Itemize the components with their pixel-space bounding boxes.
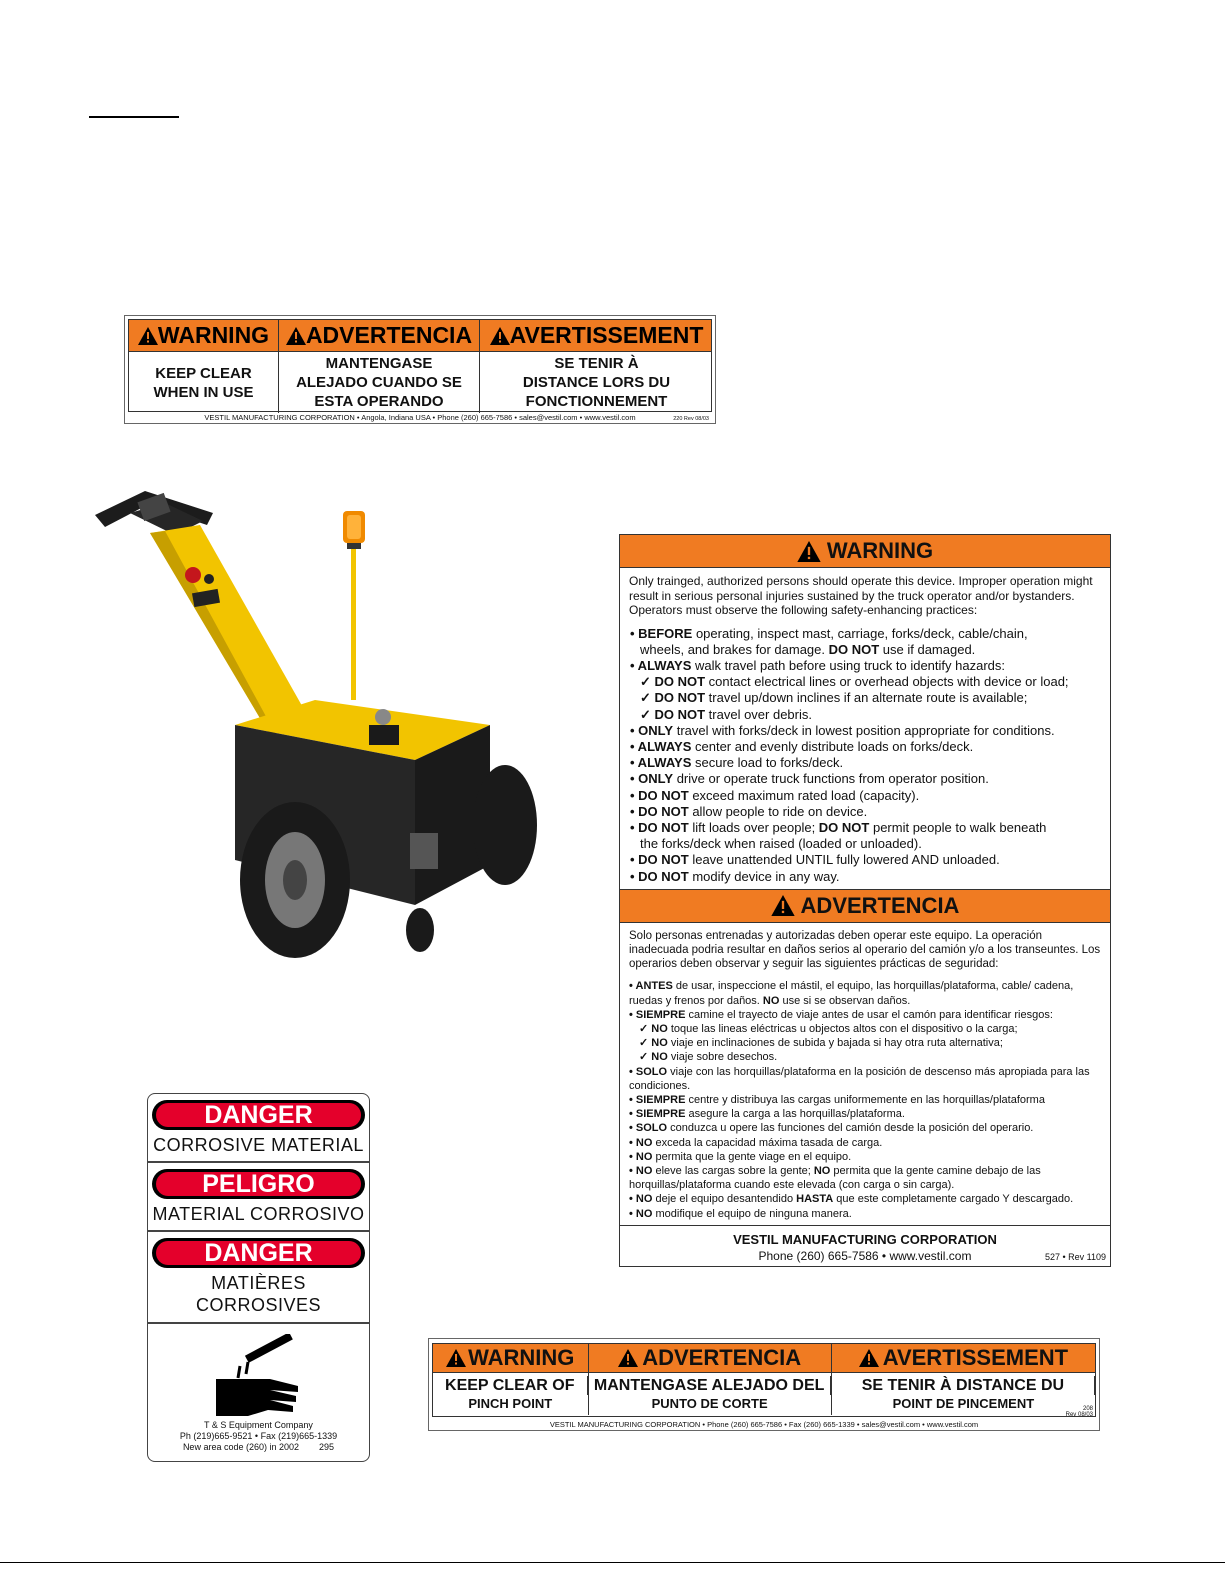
- label-header-avertissement: AVERTISSEMENT: [480, 320, 713, 351]
- list-item: ✓ NO toque las lineas eléctricas u objectos altos con el dispositivo o la carga;: [639, 1022, 1018, 1035]
- advertencia-title-bar: [620, 889, 1110, 923]
- label-header-warning: WARNING: [433, 1344, 589, 1372]
- list-item: • ANTES de usar, inspeccione el mástil, el equipo, las horquillas/plataforma, cable/ cadena, ruedas y frenos por daños. NO use si se observan daños.: [629, 980, 1074, 1007]
- company-name: VESTIL MANUFACTURING CORPORATION: [733, 1232, 997, 1247]
- list-item: • ALWAYS center and evenly distribute loads on forks/deck.: [630, 738, 974, 754]
- warning-triangle-icon: [446, 1349, 466, 1367]
- list-item: • DO NOT lift loads over people; DO NOT permit people to walk beneath: [630, 819, 1047, 835]
- list-item: • SIEMPRE asegure la carga a las horquillas/plataforma.: [629, 1108, 905, 1121]
- list-item: • ALWAYS walk travel path before using truck to identify hazards:: [630, 657, 1005, 673]
- warning-triangle-icon: [859, 1349, 879, 1367]
- list-item: ✓ NO viaje sobre desechos.: [639, 1051, 778, 1064]
- list-item: • BEFORE operating, inspect mast, carriage, forks/deck, cable/chain,: [630, 625, 1028, 641]
- list-item: the forks/deck when raised (loaded or unloaded).: [640, 836, 922, 852]
- peligro-pill: PELIGRO: [152, 1169, 365, 1199]
- list-item: • SIEMPRE centre y distribuya las cargas uniformemente en las horquillas/plataforma: [629, 1093, 1045, 1106]
- advertencia-intro: Solo personas entrenadas y autorizadas deben operar este equipo. La operación inadecuada podria resultar en daños serios al operario del camión y/o a los transeuntes. Los operarios deben observar y seguir las siguientes prácticas de seguridad:: [629, 929, 1101, 971]
- corrosive-danger-label: [147, 1093, 370, 1462]
- list-item: ✓ DO NOT travel up/down inclines if an alternate route is available;: [640, 690, 1028, 706]
- label-header-advertencia: ADVERTENCIA: [589, 1344, 832, 1372]
- danger-label-footer: T & S Equipment Company Ph (219)665-9521 • Fax (219)665-1339 New area code (260) in 2002 295: [179, 1420, 338, 1452]
- list-item: • NO permita que la gente viage en el equipo.: [629, 1150, 852, 1163]
- list-item: • NO eleve las cargas sobre la gente; NO permita que la gente camine debajo de las horquillas/plataforma cuando este elevada (con carga o sin carga).: [629, 1165, 1041, 1192]
- warning-triangle-icon: [286, 327, 306, 345]
- warning-title: WARNING: [826, 538, 934, 563]
- danger-pill-french: DANGER: [152, 1238, 365, 1268]
- warning-title-bar: [620, 535, 1110, 568]
- heading-underline: [89, 116, 179, 118]
- list-item: • ALWAYS secure load to forks/deck.: [630, 755, 844, 771]
- danger-subtitle-french: MATIÈRES CORROSIVES: [148, 1268, 369, 1324]
- electric-tugger-image: [85, 485, 545, 960]
- list-item: • ONLY travel with forks/deck in lowest position appropriate for conditions.: [630, 722, 1055, 738]
- list-item: • DO NOT allow people to ride on device.: [630, 803, 868, 819]
- big-label-footer: [620, 1225, 1110, 1266]
- warning-label-pinch-point: [428, 1338, 1100, 1431]
- list-item: ✓ DO NOT travel over debris.: [640, 706, 812, 722]
- page-bottom-rule: [0, 1562, 1225, 1563]
- label-revision: 220 Rev 08/03: [673, 416, 709, 422]
- list-item: • NO modifique el equipo de ninguna manera.: [629, 1207, 852, 1220]
- warning-triangle-icon: [490, 327, 510, 345]
- list-item: ✓ DO NOT contact electrical lines or overhead objects with device or load;: [640, 674, 1069, 690]
- label-header-warning: WARNING: [129, 320, 279, 351]
- warning-triangle-icon: [618, 1349, 638, 1367]
- label-text-spanish: MANTENGASE ALEJADO DEL PUNTO DE CORTE: [589, 1373, 832, 1415]
- label-text-english: KEEP CLEAR WHEN IN USE: [129, 352, 279, 413]
- label-revision: 208 Rev 08/03: [1065, 1406, 1093, 1418]
- list-item: • NO deje el equipo desantendido HASTA que este completamente cargado Y descargado.: [629, 1193, 1074, 1206]
- advertencia-practices-list: [620, 975, 1110, 1222]
- label-text-french: SE TENIR À DISTANCE DU POINT DE PINCEMENT: [832, 1373, 1095, 1415]
- corrosive-hazard-icon: [208, 1334, 308, 1429]
- list-item: • DO NOT exceed maximum rated load (capacity).: [630, 787, 920, 803]
- list-item: wheels, and brakes for damage. DO NOT use if damaged.: [640, 641, 976, 657]
- list-item: • SIEMPRE camine el trayecto de viaje antes de usar el camón para identificar riesgos:: [629, 1008, 1053, 1021]
- label-text-spanish: MANTENGASE ALEJADO CUANDO SE ESTA OPERANDO: [279, 352, 480, 413]
- warning-triangle-icon: [771, 895, 795, 916]
- label-text-french: SE TENIR À DISTANCE LORS DU FONCTIONNEMENT: [522, 355, 671, 410]
- operator-safety-warning-label: [619, 534, 1111, 1267]
- list-item: • NO exceda la capacidad máxima tasada de carga.: [629, 1136, 883, 1149]
- warning-practices-list: [620, 622, 1110, 889]
- list-item: • SOLO conduzca u opere las funciones del camión desde la posición del operario.: [629, 1122, 1034, 1135]
- warning-triangle-icon: [138, 327, 158, 345]
- label-footer: VESTIL MANUFACTURING CORPORATION • Phone (260) 665-7586 • Fax (260) 665-1339 • sales@vestil.com • www.vestil.com: [549, 1420, 979, 1429]
- list-item: • DO NOT leave unattended UNTIL fully lowered AND unloaded.: [630, 852, 1000, 868]
- advertencia-title: ADVERTENCIA: [800, 892, 960, 918]
- label-header-advertencia: ADVERTENCIA: [279, 320, 480, 351]
- list-item: • SOLO viaje con las horquillas/plataforma en la posición de descenso más apropiada para las condiciones.: [629, 1065, 1090, 1092]
- danger-subtitle: CORROSIVE MATERIAL: [148, 1130, 369, 1163]
- list-item: • ONLY drive or operate truck functions from operator position.: [630, 771, 989, 787]
- label-revision: 527 • Rev 1109: [1044, 1252, 1106, 1262]
- warning-triangle-icon: [797, 541, 821, 562]
- list-item: • DO NOT modify device in any way.: [630, 868, 840, 884]
- danger-pill: DANGER: [152, 1100, 365, 1130]
- label-header-avertissement: AVERTISSEMENT: [832, 1344, 1095, 1372]
- warning-intro: Only trainged, authorized persons should operate this device. Improper operation might result in serious personal injuries sustained by the truck operator and/or bystanders. Operators must observe the following safety-enhancing practices:: [629, 574, 1093, 617]
- company-contact: Phone (260) 665-7586 • www.vestil.com: [758, 1249, 972, 1263]
- list-item: ✓ NO viaje en inclinaciones de subida y bajada si hay otra ruta alternativa;: [639, 1037, 1003, 1050]
- peligro-subtitle: MATERIAL CORROSIVO: [148, 1199, 369, 1232]
- warning-label-keep-clear: [124, 315, 716, 424]
- label-footer: VESTIL MANUFACTURING CORPORATION • Angola, Indiana USA • Phone (260) 665-7586 • sales@vestil.com • www.vestil.com: [204, 413, 636, 422]
- label-text-english: KEEP CLEAR OF PINCH POINT: [433, 1373, 589, 1415]
